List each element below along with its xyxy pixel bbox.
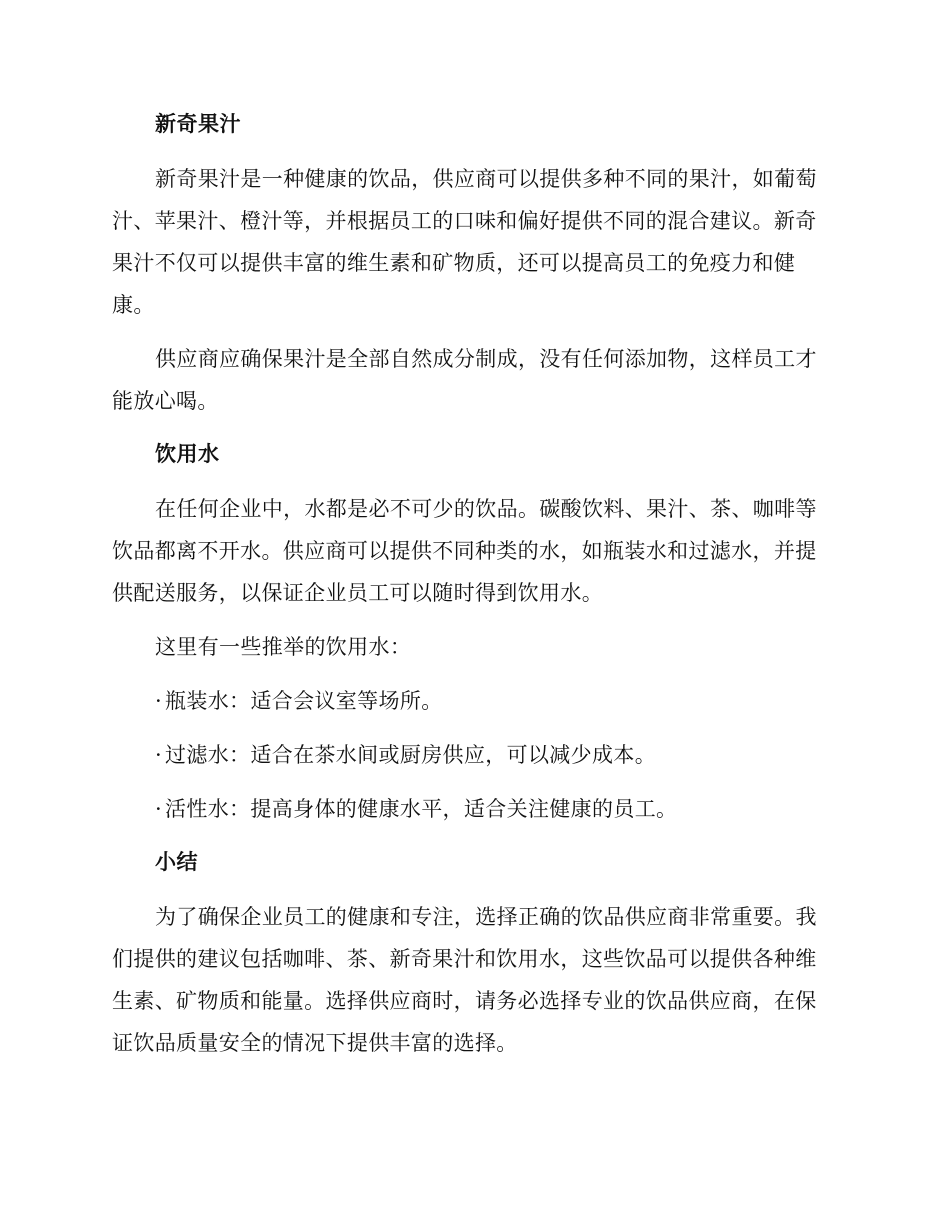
section-heading-juice: 新奇果汁 bbox=[155, 112, 241, 136]
list-item bbox=[112, 680, 830, 722]
paragraph: 新奇果汁是一种健康的饮品，供应商可以提供多种不同的果汁，如葡萄汁、苹果汁、橙汁等，并根据员工的口味和偏好提供不同的混合建议。新奇果汁不仅可以提供丰富的维生素和矿物质，还可以提高员工的免疫力和健康。 bbox=[112, 167, 817, 317]
section-heading-summary: 小结 bbox=[155, 850, 198, 874]
paragraph: 这里有一些推举的饮用水： bbox=[155, 635, 412, 659]
paragraph: 为了确保企业员工的健康和专注，选择正确的饮品供应商非常重要。我们提供的建议包括咖啡、茶、新奇果汁和饮用水，这些饮品可以提供各种维生素、矿物质和能量。选择供应商时，请务必选择专业的饮品供应商，在保证饮品质量安全的情况下提供丰富的选择。 bbox=[112, 905, 817, 1055]
section-heading-water: 饮用水 bbox=[155, 442, 220, 466]
document-body bbox=[112, 104, 830, 1076]
list-item-text: 瓶装水：适合会议室等场所。 bbox=[165, 689, 443, 713]
list-item-text: 过滤水：适合在茶水间或厨房供应，可以减少成本。 bbox=[165, 743, 657, 767]
list-item bbox=[112, 788, 830, 830]
list-item bbox=[112, 734, 830, 776]
paragraph: 在任何企业中，水都是必不可少的饮品。碳酸饮料、果汁、茶、咖啡等饮品都离不开水。供应商可以提供不同种类的水，如瓶装水和过滤水，并提供配送服务，以保证企业员工可以随时得到饮用水。 bbox=[112, 497, 817, 605]
bullet-marker: · bbox=[155, 797, 163, 821]
paragraph: 供应商应确保果汁是全部自然成分制成，没有任何添加物，这样员工才能放心喝。 bbox=[112, 347, 817, 413]
bullet-marker: · bbox=[155, 689, 163, 713]
bullet-marker: · bbox=[155, 743, 163, 767]
list-item-text: 活性水：提高身体的健康水平，适合关注健康的员工。 bbox=[165, 797, 678, 821]
